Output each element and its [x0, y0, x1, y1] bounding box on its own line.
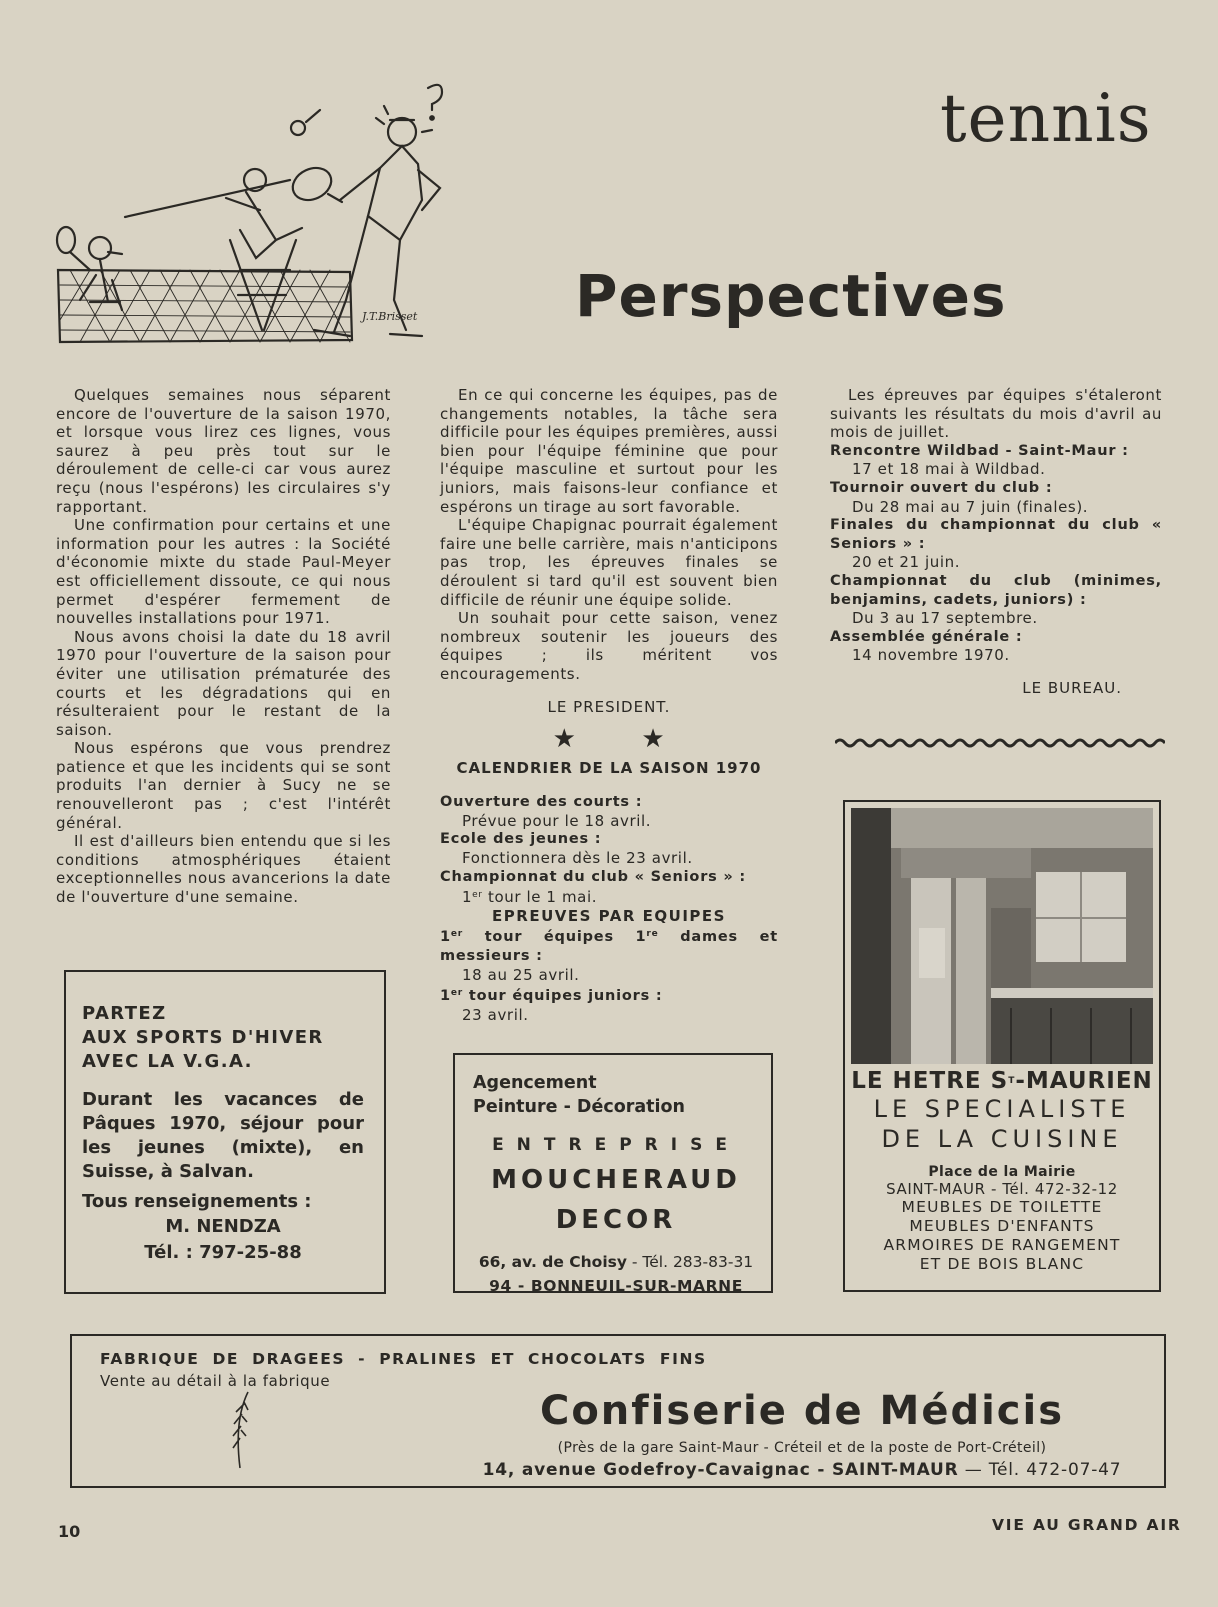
kitchen-photo: [851, 808, 1153, 1064]
calendar-item: Ouverture des courts : Prévue pour le 18 avril.: [440, 794, 652, 830]
contact-name: M. NENDZA: [165, 1216, 281, 1237]
paragraph: Quelques semaines nous séparent encore de l'ouverture de la saison 1970, et lorsque vous lirez ces lignes, vous saurez à peu près tout sur le déroulement de celle-ci car vous aurez reçu (nous l'espérons) les circulaires s'y rapportant.: [56, 386, 391, 516]
ad-hetre-st-maurien: LE HETRE $S^T$-MAURIEN LE SPECIALISTE DE LA CUISINE Place de la Mairie SAINT-MAUR - Tél. 472-32-12 MEUBLES DE TOILETTE MEUBLES D'ENFANTS ARMOIRES DE RANGEMENT ET DE BOIS BLANC: [843, 800, 1161, 1292]
star-separator: ★ ★: [552, 724, 666, 755]
calendar-item: Championnat du club « Seniors » : 1er tour le 1 mai.: [440, 868, 747, 907]
paragraph: Nous espérons que vous prendrez patience et que les incidents qui se sont produits l'an dernier à Sucy ne se renouvelleront pas ; c'est l'intérêt général.: [56, 739, 391, 832]
paragraph: En ce qui concerne les équipes, pas de changements notables, la tâche sera difficile pour les équipes premières, aussi bien pour l'équipe féminine que pour l'équipe masculine et surtout pour les juniors, mais faisons-leur confiance et espérons un tirage au sort favorable.: [440, 386, 778, 516]
article-column-3: [830, 386, 1162, 698]
ad-moucheraud-decor: Agencement Peinture - Décoration ENTREPRISE MOUCHERAUD DECOR 66, av. de Choisy - Tél. 283-83-31 94 - BONNEUIL-SUR-MARNE: [453, 1053, 773, 1293]
article-column-2: [440, 386, 778, 1024]
wavy-divider: [835, 736, 1165, 750]
president-signature: LE PRESIDENT.: [547, 697, 671, 716]
ad-confiserie-medicis: FABRIQUE DE DRAGEES - PRALINES ET CHOCOLATS FINS Vente au détail à la fabrique Confiserie de Médicis (Près de la gare Saint-Maur - Créteil et de la poste de Port-Créteil) 14, avenue Godefroy-Cavaignac - SAINT-MAUR — Tél. 472-07-47: [70, 1334, 1166, 1488]
headline: Perspectives: [575, 262, 1007, 330]
contact-phone: Tél. : 797-25-88: [144, 1242, 302, 1263]
paragraph: Un souhait pour cette saison, venez nombreux soutenir les joueurs des équipes ; ils méritent vos encouragements.: [440, 609, 778, 683]
schedule-item: Finales du championnat du club « Seniors » : 20 et 21 juin.: [830, 517, 1162, 572]
paragraph: Il est d'ailleurs bien entendu que si les conditions atmosphériques étaient exceptionnelles nous avancerions la date de l'ouverture d'une semaine.: [56, 832, 391, 907]
schedule-item: Championnat du club (minimes, benjamins, cadets, juniors) : Du 3 au 17 septembre.: [830, 572, 1162, 628]
brand-name: Confiserie de Médicis: [539, 1388, 1065, 1434]
svg-text:J.T.Brisset: J.T.Brisset: [362, 310, 418, 323]
schedule-item: Assemblée générale : 14 novembre 1970.: [830, 628, 1023, 665]
section-title: tennis: [940, 80, 1152, 157]
calendar-item: 1er tour équipes 1re dames et messieurs : 18 au 25 avril.: [440, 929, 778, 984]
calendar-title: CALENDRIER DE LA SAISON 1970: [456, 758, 762, 777]
schedule-item: Tournoir ouvert du club : Du 28 mai au 7 juin (finales).: [830, 479, 1089, 516]
tennis-cartoon-illustration: [50, 80, 470, 360]
paragraph: L'équipe Chapignac pourrait également faire une belle carrière, mais n'anticipons pas trop, les épreuves finales se déroulent si tard qu'il est souvent bien difficile de réunir une équipe solide.: [440, 516, 778, 609]
publication-name: VIE AU GRAND AIR: [992, 1516, 1182, 1534]
paragraph: Les épreuves par équipes s'étaleront suivants les résultats du mois d'avril au mois de juillet.: [830, 386, 1162, 442]
calendar-item: 1er tour équipes juniors : 23 avril.: [440, 988, 663, 1024]
epreuves-title: EPREUVES PAR EQUIPES: [492, 906, 726, 925]
ad-sports-hiver: PARTEZ AUX SPORTS D'HIVER AVEC LA V.G.A. Durant les vacances de Pâques 1970, séjour pour les jeunes (mixte), en Suisse, à Salvan. Tous renseignements : M. NENDZA Tél. : 797-25-88: [64, 970, 386, 1294]
feather-icon: [230, 1390, 252, 1470]
calendar-item: Ecole des jeunes : Fonctionnera dès le 23 avril.: [440, 831, 693, 868]
schedule-item: Rencontre Wildbad - Saint-Maur : 17 et 18 mai à Wildbad.: [830, 442, 1129, 479]
paragraph: Une confirmation pour certains et une information pour les autres : la Société d'économie mixte du stade Paul-Meyer est officiellement dissoute, ce qui nous permet d'espérer fermement de nouvelles installations pour 1971.: [56, 516, 391, 628]
page-number: 10: [58, 1522, 81, 1541]
paragraph: Nous avons choisi la date du 18 avril 1970 pour l'ouverture de la saison pour éviter une utilisation prématurée des courts et les dégradations qui en résulteraient pour le restant de la saison.: [56, 627, 391, 739]
article-column-1: [56, 386, 391, 907]
bureau-signature: LE BUREAU.: [1022, 678, 1122, 697]
